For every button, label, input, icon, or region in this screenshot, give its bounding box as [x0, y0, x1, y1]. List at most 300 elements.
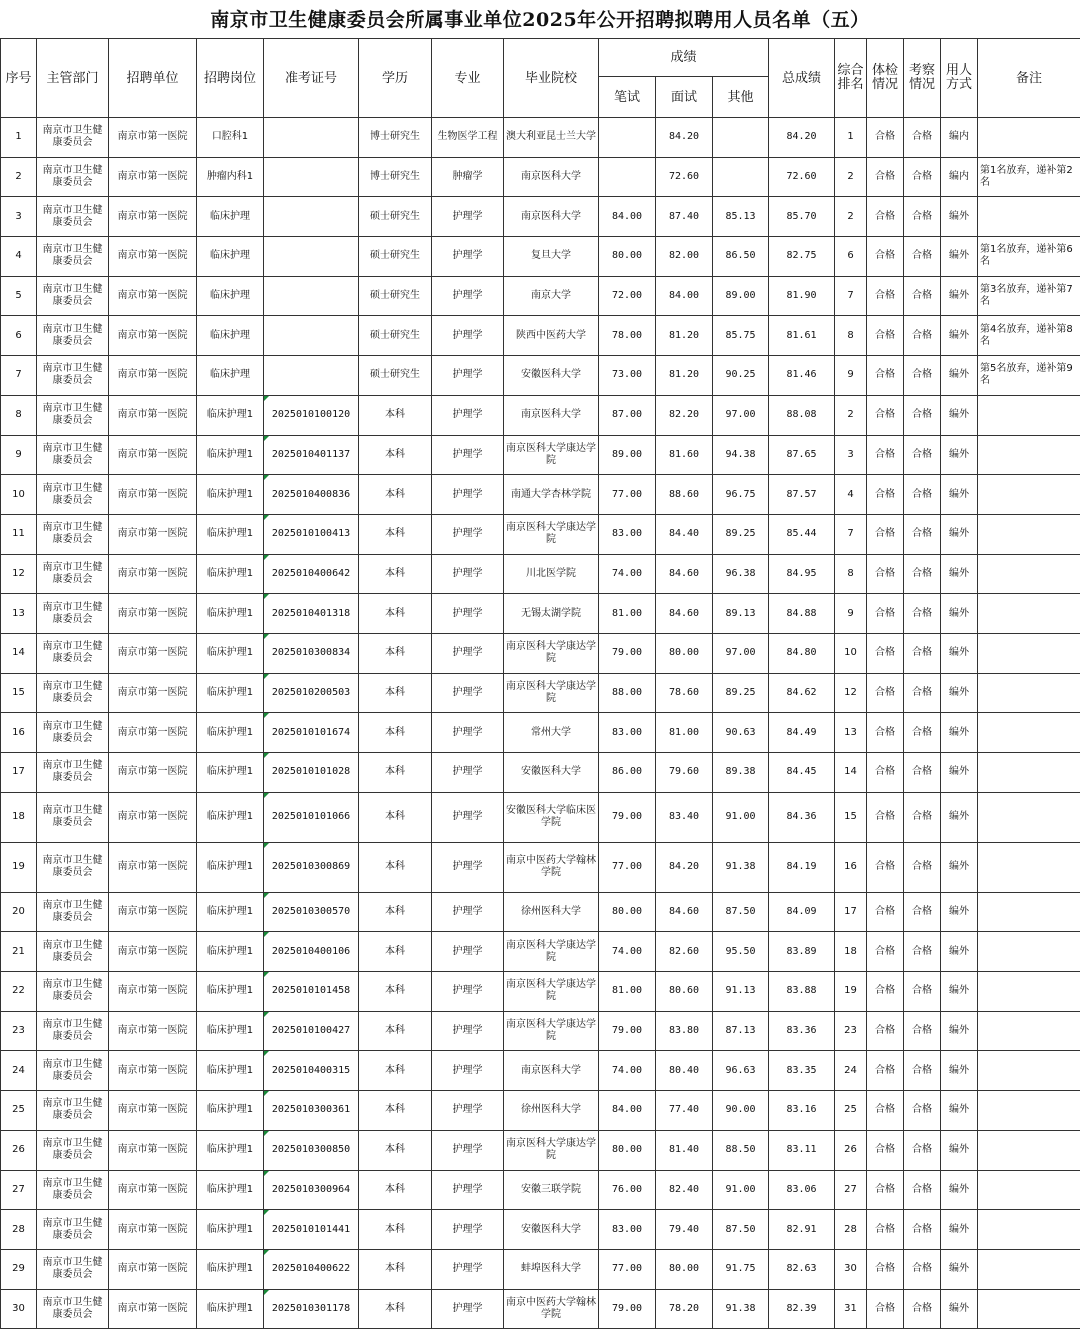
- cell-dept: 南京市卫生健康委员会: [37, 316, 109, 356]
- cell-school: 蚌埠医科大学: [504, 1249, 599, 1289]
- cell-rank: 8: [835, 554, 867, 594]
- cell-review: 合格: [904, 237, 941, 277]
- cell-interview: 84.20: [656, 118, 713, 158]
- cell-rank: 25: [835, 1091, 867, 1131]
- cell-other: 89.38: [713, 753, 769, 793]
- cell-remark: 第3名放弃，递补第7名: [978, 276, 1080, 316]
- cell-total: 84.95: [769, 554, 835, 594]
- cell-remark: [978, 932, 1080, 972]
- cell-review: 合格: [904, 1249, 941, 1289]
- cell-exam-id: 2025010400622: [264, 1249, 359, 1289]
- cell-exam-id: 2025010400642: [264, 554, 359, 594]
- cell-major: 护理学: [432, 972, 504, 1012]
- table-row: [1, 892, 1080, 932]
- cell-seq: 21: [1, 932, 37, 972]
- cell-school: 南京中医药大学翰林学院: [504, 1289, 599, 1329]
- cell-school: 无锡太湖学院: [504, 594, 599, 634]
- cell-unit: 南京市第一医院: [109, 237, 197, 277]
- page-title: 南京市卫生健康委员会所属事业单位2025年公开招聘拟聘用人员名单（五）: [210, 9, 870, 31]
- cell-total: 82.91: [769, 1210, 835, 1250]
- table-row: [1, 1091, 1080, 1131]
- cell-dept: 南京市卫生健康委员会: [37, 633, 109, 673]
- cell-degree: 本科: [359, 1289, 432, 1329]
- cell-unit: 南京市第一医院: [109, 435, 197, 475]
- header-exam-id: 准考证号: [264, 39, 359, 118]
- cell-remark: [978, 475, 1080, 515]
- cell-unit: 南京市第一医院: [109, 1011, 197, 1051]
- cell-written: 80.00: [599, 237, 656, 277]
- cell-remark: [978, 514, 1080, 554]
- cell-remark: [978, 554, 1080, 594]
- cell-post: 临床护理1: [197, 972, 264, 1012]
- table-header: [1, 39, 1080, 118]
- cell-post: 临床护理1: [197, 792, 264, 842]
- cell-unit: 南京市第一医院: [109, 554, 197, 594]
- cell-remark: 第1名放弃，递补第6名: [978, 237, 1080, 277]
- cell-interview: 84.60: [656, 554, 713, 594]
- table-row: [1, 514, 1080, 554]
- cell-physical: 合格: [867, 1051, 904, 1091]
- cell-post: 临床护理1: [197, 673, 264, 713]
- cell-employ: 编外: [941, 673, 978, 713]
- cell-post: 临床护理: [197, 197, 264, 237]
- cell-seq: 18: [1, 792, 37, 842]
- table-row: [1, 1249, 1080, 1289]
- cell-unit: 南京市第一医院: [109, 356, 197, 396]
- cell-employ: 编外: [941, 237, 978, 277]
- cell-physical: 合格: [867, 633, 904, 673]
- cell-other: 96.63: [713, 1051, 769, 1091]
- cell-physical: 合格: [867, 1091, 904, 1131]
- cell-exam-id: 2025010101674: [264, 713, 359, 753]
- cell-unit: 南京市第一医院: [109, 157, 197, 197]
- cell-unit: 南京市第一医院: [109, 316, 197, 356]
- table-row: [1, 157, 1080, 197]
- cell-post: 临床护理1: [197, 1210, 264, 1250]
- cell-other: 87.50: [713, 1210, 769, 1250]
- cell-school: 陕西中医药大学: [504, 316, 599, 356]
- cell-rank: 31: [835, 1289, 867, 1329]
- cell-exam-id: 2025010101458: [264, 972, 359, 1012]
- cell-school: 南通大学杏林学院: [504, 475, 599, 515]
- cell-rank: 2: [835, 197, 867, 237]
- cell-post: 临床护理1: [197, 1130, 264, 1170]
- cell-major: 护理学: [432, 892, 504, 932]
- cell-rank: 15: [835, 792, 867, 842]
- cell-seq: 22: [1, 972, 37, 1012]
- cell-review: 合格: [904, 1051, 941, 1091]
- cell-major: 护理学: [432, 1091, 504, 1131]
- cell-major: 护理学: [432, 514, 504, 554]
- cell-physical: 合格: [867, 1210, 904, 1250]
- cell-post: 临床护理1: [197, 932, 264, 972]
- cell-interview: 80.00: [656, 633, 713, 673]
- cell-seq: 12: [1, 554, 37, 594]
- cell-dept: 南京市卫生健康委员会: [37, 157, 109, 197]
- cell-employ: 编外: [941, 1289, 978, 1329]
- cell-exam-id: 2025010300570: [264, 892, 359, 932]
- cell-school: 安徽医科大学临床医学院: [504, 792, 599, 842]
- cell-total: 82.75: [769, 237, 835, 277]
- cell-remark: 第5名放弃，递补第9名: [978, 356, 1080, 396]
- cell-major: 护理学: [432, 197, 504, 237]
- cell-interview: 80.00: [656, 1249, 713, 1289]
- cell-remark: [978, 713, 1080, 753]
- cell-interview: 83.80: [656, 1011, 713, 1051]
- cell-other: 90.00: [713, 1091, 769, 1131]
- cell-total: 88.08: [769, 395, 835, 435]
- cell-rank: 26: [835, 1130, 867, 1170]
- cell-unit: 南京市第一医院: [109, 395, 197, 435]
- cell-school: 南京中医药大学翰林学院: [504, 842, 599, 892]
- cell-degree: 硕士研究生: [359, 197, 432, 237]
- cell-major: 护理学: [432, 356, 504, 396]
- cell-degree: 本科: [359, 932, 432, 972]
- cell-review: 合格: [904, 514, 941, 554]
- cell-rank: 3: [835, 435, 867, 475]
- cell-employ: 编外: [941, 316, 978, 356]
- table-row: [1, 1289, 1080, 1329]
- header-school: 毕业院校: [504, 39, 599, 118]
- cell-total: 87.65: [769, 435, 835, 475]
- cell-unit: 南京市第一医院: [109, 1170, 197, 1210]
- cell-interview: 80.60: [656, 972, 713, 1012]
- cell-review: 合格: [904, 475, 941, 515]
- header-physical: 体检情况: [867, 39, 904, 118]
- cell-interview: 82.00: [656, 237, 713, 277]
- cell-seq: 19: [1, 842, 37, 892]
- cell-dept: 南京市卫生健康委员会: [37, 356, 109, 396]
- cell-total: 84.19: [769, 842, 835, 892]
- cell-remark: 第1名放弃，递补第2名: [978, 157, 1080, 197]
- cell-physical: 合格: [867, 316, 904, 356]
- cell-interview: 84.60: [656, 594, 713, 634]
- cell-post: 临床护理1: [197, 435, 264, 475]
- cell-written: 79.00: [599, 633, 656, 673]
- cell-rank: 6: [835, 237, 867, 277]
- cell-exam-id: [264, 118, 359, 158]
- cell-remark: 第4名放弃，递补第8名: [978, 316, 1080, 356]
- cell-dept: 南京市卫生健康委员会: [37, 475, 109, 515]
- cell-total: 85.70: [769, 197, 835, 237]
- cell-school: 南京医科大学康达学院: [504, 1130, 599, 1170]
- cell-employ: 编外: [941, 932, 978, 972]
- cell-total: 84.20: [769, 118, 835, 158]
- cell-dept: 南京市卫生健康委员会: [37, 197, 109, 237]
- cell-exam-id: 2025010100413: [264, 514, 359, 554]
- cell-physical: 合格: [867, 842, 904, 892]
- cell-review: 合格: [904, 892, 941, 932]
- cell-physical: 合格: [867, 972, 904, 1012]
- cell-school: 南京医科大学康达学院: [504, 932, 599, 972]
- cell-dept: 南京市卫生健康委员会: [37, 1011, 109, 1051]
- cell-physical: 合格: [867, 1170, 904, 1210]
- cell-seq: 4: [1, 237, 37, 277]
- cell-unit: 南京市第一医院: [109, 1091, 197, 1131]
- cell-dept: 南京市卫生健康委员会: [37, 395, 109, 435]
- cell-seq: 11: [1, 514, 37, 554]
- cell-total: 84.45: [769, 753, 835, 793]
- cell-exam-id: [264, 276, 359, 316]
- cell-dept: 南京市卫生健康委员会: [37, 1051, 109, 1091]
- cell-rank: 16: [835, 842, 867, 892]
- cell-written: 80.00: [599, 892, 656, 932]
- cell-exam-id: 2025010200503: [264, 673, 359, 713]
- cell-degree: 本科: [359, 1091, 432, 1131]
- cell-dept: 南京市卫生健康委员会: [37, 1289, 109, 1329]
- cell-school: 南京医科大学康达学院: [504, 1011, 599, 1051]
- cell-written: 86.00: [599, 753, 656, 793]
- cell-major: 护理学: [432, 1210, 504, 1250]
- cell-physical: 合格: [867, 1249, 904, 1289]
- cell-interview: 83.40: [656, 792, 713, 842]
- cell-post: 临床护理1: [197, 1011, 264, 1051]
- cell-school: 常州大学: [504, 713, 599, 753]
- cell-unit: 南京市第一医院: [109, 1210, 197, 1250]
- cell-dept: 南京市卫生健康委员会: [37, 792, 109, 842]
- cell-degree: 本科: [359, 554, 432, 594]
- cell-unit: 南京市第一医院: [109, 673, 197, 713]
- cell-interview: 79.60: [656, 753, 713, 793]
- cell-dept: 南京市卫生健康委员会: [37, 1210, 109, 1250]
- cell-interview: 81.20: [656, 316, 713, 356]
- cell-post: 临床护理1: [197, 633, 264, 673]
- cell-rank: 2: [835, 157, 867, 197]
- cell-degree: 硕士研究生: [359, 316, 432, 356]
- cell-employ: 编外: [941, 356, 978, 396]
- cell-interview: 82.40: [656, 1170, 713, 1210]
- table-row: [1, 1011, 1080, 1051]
- cell-total: 84.80: [769, 633, 835, 673]
- cell-written: 88.00: [599, 673, 656, 713]
- cell-exam-id: 2025010101066: [264, 792, 359, 842]
- cell-exam-id: 2025010301178: [264, 1289, 359, 1329]
- cell-rank: 30: [835, 1249, 867, 1289]
- cell-unit: 南京市第一医院: [109, 1289, 197, 1329]
- cell-seq: 26: [1, 1130, 37, 1170]
- cell-degree: 本科: [359, 753, 432, 793]
- cell-exam-id: [264, 316, 359, 356]
- cell-school: 复旦大学: [504, 237, 599, 277]
- cell-other: 89.13: [713, 594, 769, 634]
- cell-written: 83.00: [599, 514, 656, 554]
- cell-degree: 本科: [359, 1249, 432, 1289]
- cell-post: 临床护理1: [197, 554, 264, 594]
- cell-review: 合格: [904, 932, 941, 972]
- cell-seq: 16: [1, 713, 37, 753]
- cell-major: 护理学: [432, 1130, 504, 1170]
- table-row: [1, 1130, 1080, 1170]
- cell-other: [713, 157, 769, 197]
- table-row: [1, 673, 1080, 713]
- cell-total: 84.88: [769, 594, 835, 634]
- cell-review: 合格: [904, 118, 941, 158]
- cell-written: 89.00: [599, 435, 656, 475]
- cell-written: 77.00: [599, 1249, 656, 1289]
- cell-school: 安徽三联学院: [504, 1170, 599, 1210]
- table-row: [1, 594, 1080, 634]
- cell-degree: 博士研究生: [359, 118, 432, 158]
- header-rank: 综合排名: [835, 39, 867, 118]
- header-dept: 主管部门: [37, 39, 109, 118]
- cell-seq: 25: [1, 1091, 37, 1131]
- cell-post: 临床护理: [197, 237, 264, 277]
- cell-post: 临床护理1: [197, 395, 264, 435]
- cell-written: [599, 118, 656, 158]
- cell-physical: 合格: [867, 356, 904, 396]
- cell-employ: 编外: [941, 276, 978, 316]
- cell-physical: 合格: [867, 1289, 904, 1329]
- cell-interview: 84.20: [656, 842, 713, 892]
- cell-degree: 博士研究生: [359, 157, 432, 197]
- cell-remark: [978, 842, 1080, 892]
- cell-other: 90.63: [713, 713, 769, 753]
- cell-remark: [978, 633, 1080, 673]
- cell-degree: 本科: [359, 475, 432, 515]
- table-row: [1, 633, 1080, 673]
- cell-written: 78.00: [599, 316, 656, 356]
- cell-post: 临床护理1: [197, 842, 264, 892]
- cell-interview: 77.40: [656, 1091, 713, 1131]
- cell-seq: 5: [1, 276, 37, 316]
- cell-review: 合格: [904, 1130, 941, 1170]
- cell-other: 95.50: [713, 932, 769, 972]
- cell-employ: 编外: [941, 713, 978, 753]
- cell-exam-id: 2025010300964: [264, 1170, 359, 1210]
- cell-other: [713, 118, 769, 158]
- cell-school: 澳大利亚昆士兰大学: [504, 118, 599, 158]
- cell-remark: [978, 118, 1080, 158]
- cell-employ: 编外: [941, 753, 978, 793]
- cell-physical: 合格: [867, 197, 904, 237]
- cell-exam-id: [264, 197, 359, 237]
- cell-major: 护理学: [432, 276, 504, 316]
- cell-review: 合格: [904, 316, 941, 356]
- cell-major: 护理学: [432, 753, 504, 793]
- table-body: [1, 118, 1080, 1329]
- cell-major: 护理学: [432, 842, 504, 892]
- cell-other: 97.00: [713, 633, 769, 673]
- cell-school: 安徽医科大学: [504, 356, 599, 396]
- cell-dept: 南京市卫生健康委员会: [37, 1249, 109, 1289]
- cell-seq: 30: [1, 1289, 37, 1329]
- cell-degree: 本科: [359, 713, 432, 753]
- cell-degree: 本科: [359, 594, 432, 634]
- cell-major: 护理学: [432, 792, 504, 842]
- cell-rank: 14: [835, 753, 867, 793]
- cell-degree: 硕士研究生: [359, 276, 432, 316]
- cell-total: 81.90: [769, 276, 835, 316]
- cell-exam-id: [264, 356, 359, 396]
- cell-major: 护理学: [432, 237, 504, 277]
- cell-other: 85.13: [713, 197, 769, 237]
- cell-other: 89.00: [713, 276, 769, 316]
- cell-review: 合格: [904, 554, 941, 594]
- cell-physical: 合格: [867, 118, 904, 158]
- cell-dept: 南京市卫生健康委员会: [37, 892, 109, 932]
- cell-physical: 合格: [867, 554, 904, 594]
- cell-major: 护理学: [432, 1170, 504, 1210]
- cell-total: 83.11: [769, 1130, 835, 1170]
- cell-total: 84.36: [769, 792, 835, 842]
- cell-degree: 本科: [359, 1051, 432, 1091]
- table-row: [1, 842, 1080, 892]
- cell-review: 合格: [904, 356, 941, 396]
- cell-total: 83.89: [769, 932, 835, 972]
- cell-seq: 6: [1, 316, 37, 356]
- cell-unit: 南京市第一医院: [109, 932, 197, 972]
- cell-seq: 7: [1, 356, 37, 396]
- cell-employ: 编外: [941, 842, 978, 892]
- cell-unit: 南京市第一医院: [109, 197, 197, 237]
- cell-total: 84.49: [769, 713, 835, 753]
- cell-review: 合格: [904, 792, 941, 842]
- cell-other: 91.00: [713, 792, 769, 842]
- cell-degree: 本科: [359, 514, 432, 554]
- cell-employ: 编外: [941, 1130, 978, 1170]
- cell-major: 护理学: [432, 713, 504, 753]
- cell-written: 83.00: [599, 1210, 656, 1250]
- cell-degree: 本科: [359, 842, 432, 892]
- cell-review: 合格: [904, 842, 941, 892]
- cell-seq: 3: [1, 197, 37, 237]
- cell-total: 83.88: [769, 972, 835, 1012]
- cell-written: 79.00: [599, 1011, 656, 1051]
- cell-post: 临床护理: [197, 276, 264, 316]
- cell-remark: [978, 1091, 1080, 1131]
- cell-major: 护理学: [432, 395, 504, 435]
- cell-school: 南京医科大学康达学院: [504, 673, 599, 713]
- cell-unit: 南京市第一医院: [109, 972, 197, 1012]
- cell-remark: [978, 892, 1080, 932]
- cell-seq: 1: [1, 118, 37, 158]
- cell-degree: 本科: [359, 633, 432, 673]
- header-unit: 招聘单位: [109, 39, 197, 118]
- cell-interview: 84.00: [656, 276, 713, 316]
- cell-physical: 合格: [867, 514, 904, 554]
- cell-other: 94.38: [713, 435, 769, 475]
- cell-school: 徐州医科大学: [504, 1091, 599, 1131]
- cell-employ: 编外: [941, 475, 978, 515]
- cell-degree: 本科: [359, 892, 432, 932]
- cell-degree: 本科: [359, 1011, 432, 1051]
- cell-exam-id: 2025010401137: [264, 435, 359, 475]
- cell-interview: 79.40: [656, 1210, 713, 1250]
- cell-unit: 南京市第一医院: [109, 118, 197, 158]
- cell-post: 临床护理1: [197, 892, 264, 932]
- cell-employ: 编外: [941, 554, 978, 594]
- cell-employ: 编外: [941, 892, 978, 932]
- cell-post: 临床护理1: [197, 475, 264, 515]
- cell-rank: 9: [835, 356, 867, 396]
- cell-major: 护理学: [432, 1011, 504, 1051]
- cell-degree: 本科: [359, 792, 432, 842]
- cell-degree: 本科: [359, 435, 432, 475]
- cell-review: 合格: [904, 713, 941, 753]
- cell-total: 81.61: [769, 316, 835, 356]
- cell-remark: [978, 972, 1080, 1012]
- table-row: [1, 713, 1080, 753]
- cell-unit: 南京市第一医院: [109, 753, 197, 793]
- cell-physical: 合格: [867, 932, 904, 972]
- cell-physical: 合格: [867, 475, 904, 515]
- cell-written: 87.00: [599, 395, 656, 435]
- cell-employ: 编外: [941, 435, 978, 475]
- cell-other: 91.75: [713, 1249, 769, 1289]
- cell-dept: 南京市卫生健康委员会: [37, 713, 109, 753]
- cell-physical: 合格: [867, 892, 904, 932]
- cell-physical: 合格: [867, 594, 904, 634]
